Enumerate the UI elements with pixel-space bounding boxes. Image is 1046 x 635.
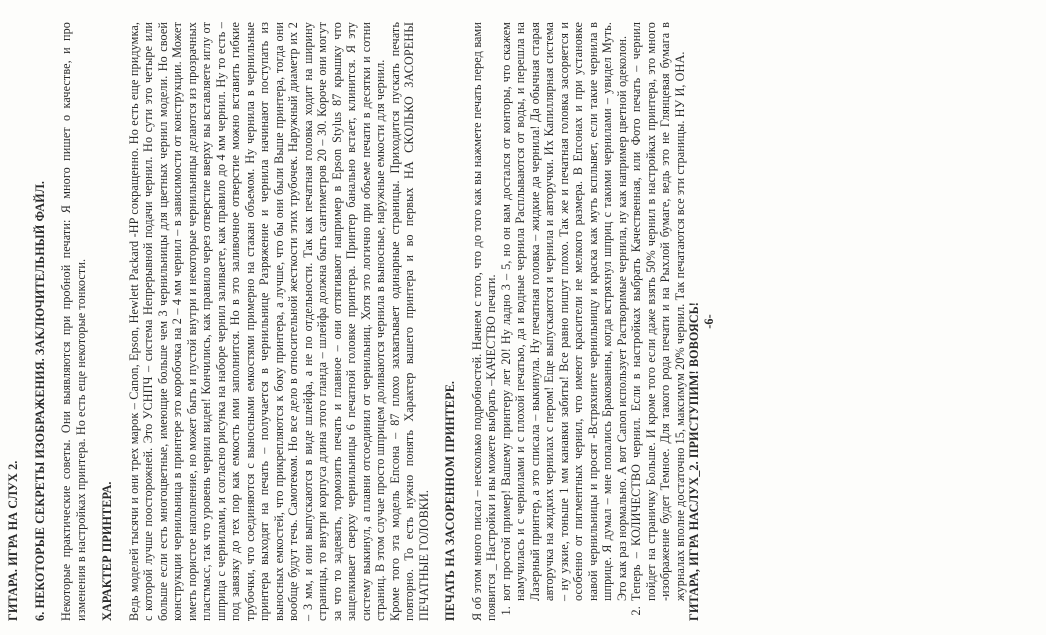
document-title: ГИТАРА. ИГРА НА СЛУХ 2. [6,460,20,621]
clogged-printer-heading: ПЕЧАТЬ НА ЗАСОРЕННОМ ПРИНТЕРЕ. [443,380,457,621]
page-number: -6- [701,314,716,329]
intro-paragraph: Некоторые практические советы. Они выявляются при пробной печати: Я много пишет о качестве, и про изменения в настройках принтера. Но есть еще некоторые тонкости. [59,22,88,621]
list-item: 1. вот простой пример! Вашему принтеру лет 20! Ну ладно 3 – 5, но он вам достался от конторы, что скажем намучилась и с чернилами и с плохой печатью, да и водные чернила Расплываются от воды, и перешла на Лазерный принтер, а это списала – выкинула. Ну печатная головка – жидкие да чернила! Да обычная старая авторучка на жидких чернилах с пером! Еще выпускаются и чернила и авторучки. Их Капиллярная система – ну узкие, тоньше 1 мм канавки забиты! Все равно пишут плохо. Так же и печатная головка засоряется и особенно от пигментных чернил, что имеют красители не мелкого размера. В Епсонах и при установке навой чернильницы и просят -Встряхните чернильницу и краска как муть всплывет, если такие чернила в шприце. Я думал – мне попались Бракованны, когда встряхнул шприц с такими чернилами – увидел Муть. Это как раз нормально. А вот Canon использует Растворимые чернила, ну как например цветной одеколон. [499,22,630,603]
section-6-heading: 6. НЕКОТОРЫЕ СЕКРЕТЫ ИЗОБРАЖЕНИЯ. ЗАКЛЮЧИТЕЛЬНЫЙ ФАЙЛ. [32,180,47,621]
list-item: 2. Теперь – КОЛИЧЕСТВО чернил. Если в настройках выбрать Качественная, или Фото печать – чернил пойдет на страничку Больше. И кроме того если даже взять 50% чернил в настройках принтера, это много -изображение будет Темное. Для такого рода печати и на Рыхлой бумаге, ведь это не Глянцевая бумага в журналах вполне достаточно 15, максимум 20% чернил. Так печатаются все эти страницы. НУ И, ОНА. [629,22,687,603]
closing-line: ГИТАРА, ИГРА НАСЛУХ_2. ПРИСТУПИМ! ВОВОЯСЬ! [687,302,701,621]
tips-list [499,22,688,621]
printer-character-tail: Кроме того эта модель Епсона – 87 плохо захватывает одинарные страницы. Приходится пускать печать повторно. То есть нужно понять Характер вашего принтера и во первых НА СКОЛЬКО ЗАСОРЕНЫ ПЕЧАТНЫЕ ГОЛОВКИ. [387,22,431,621]
clogged-intro-paragraph: Я об этом много писал – несколько подробностей. Начнем с того, что до того как вы нажмете печать перед вами появится _ Настройки и вы можете выбрать –КАЧЕСТВО печати. [469,22,498,621]
printer-character-heading: ХАРАКТЕР ПРИНТЕРА. [100,481,114,621]
printer-character-paragraph: Ведь моделей тысячи и они трех марок – Canon, Epson, Hewlett Packard -HP сокращенно. Но есть еще придумка, с которой лучше поосторожней. Это УСНПЧ – система Непрерывной подачи чернил. Но сути это четыре или больше если есть многоцветные, имеющие больше чем 3 чернильницы для цветных чернил модели. Но своей конструкции чернильница в принтере это коробочка на 2 – 4 мм чернил – в зависимости от конструкции. Может иметь пористое наполнение, но может быть и пустой внутри и некоторые чернильницы делаются из прозрачных пластмасс, так что уровень чернил виден! Кончились, как правило через отверстие вверху вы вставляете иглу от шприца с чернилами, и согласно рисунка на наборе чернил заливаете, как правило до 4 мм чернил. Ну то есть – под завязку до тех пор как емкость ими заполнится. Но в это заливочное отверстие можно вставить гибкие трубочки, что соединяются с выносными емкостями примерно на стакан объемом. Ну чернила в чернильные принтера выходят на печать – получается в чернильнице Разряжение и чернила начинают поступать из выносных емкостей, что прикрепляются к боку принтера, а лучше, что бы они были Выше принтера, тогда они вообще будут течь. Самотеком. Но все дело в относительной жесткости этих трубочек. Наружный диаметр их 2 – 3 мм, и они выпускаются в виде шлейфа, а не по отдельности. Так как печатная головка ходит на ширину страницы, то внутри корпуса длина этого гланда – шлейфа должна быть сантиметров 20 – 30. Короче они могут за что то задевать, тормозить печать и главное – они оттягивают например в Epson Stylus 87 крышку что защелкивает сверху чернильницы 6 печатной головке принтера. Принтер банально встает, клинится. Я эту систему выкинул, а плавни отсоединил от чернильниц. Хотя это логично при объеме печати в десятки и сотни страниц. В этом случае просто шприцем доливаются чернила в выносные, наружные емкости для чернил. [126,22,387,621]
